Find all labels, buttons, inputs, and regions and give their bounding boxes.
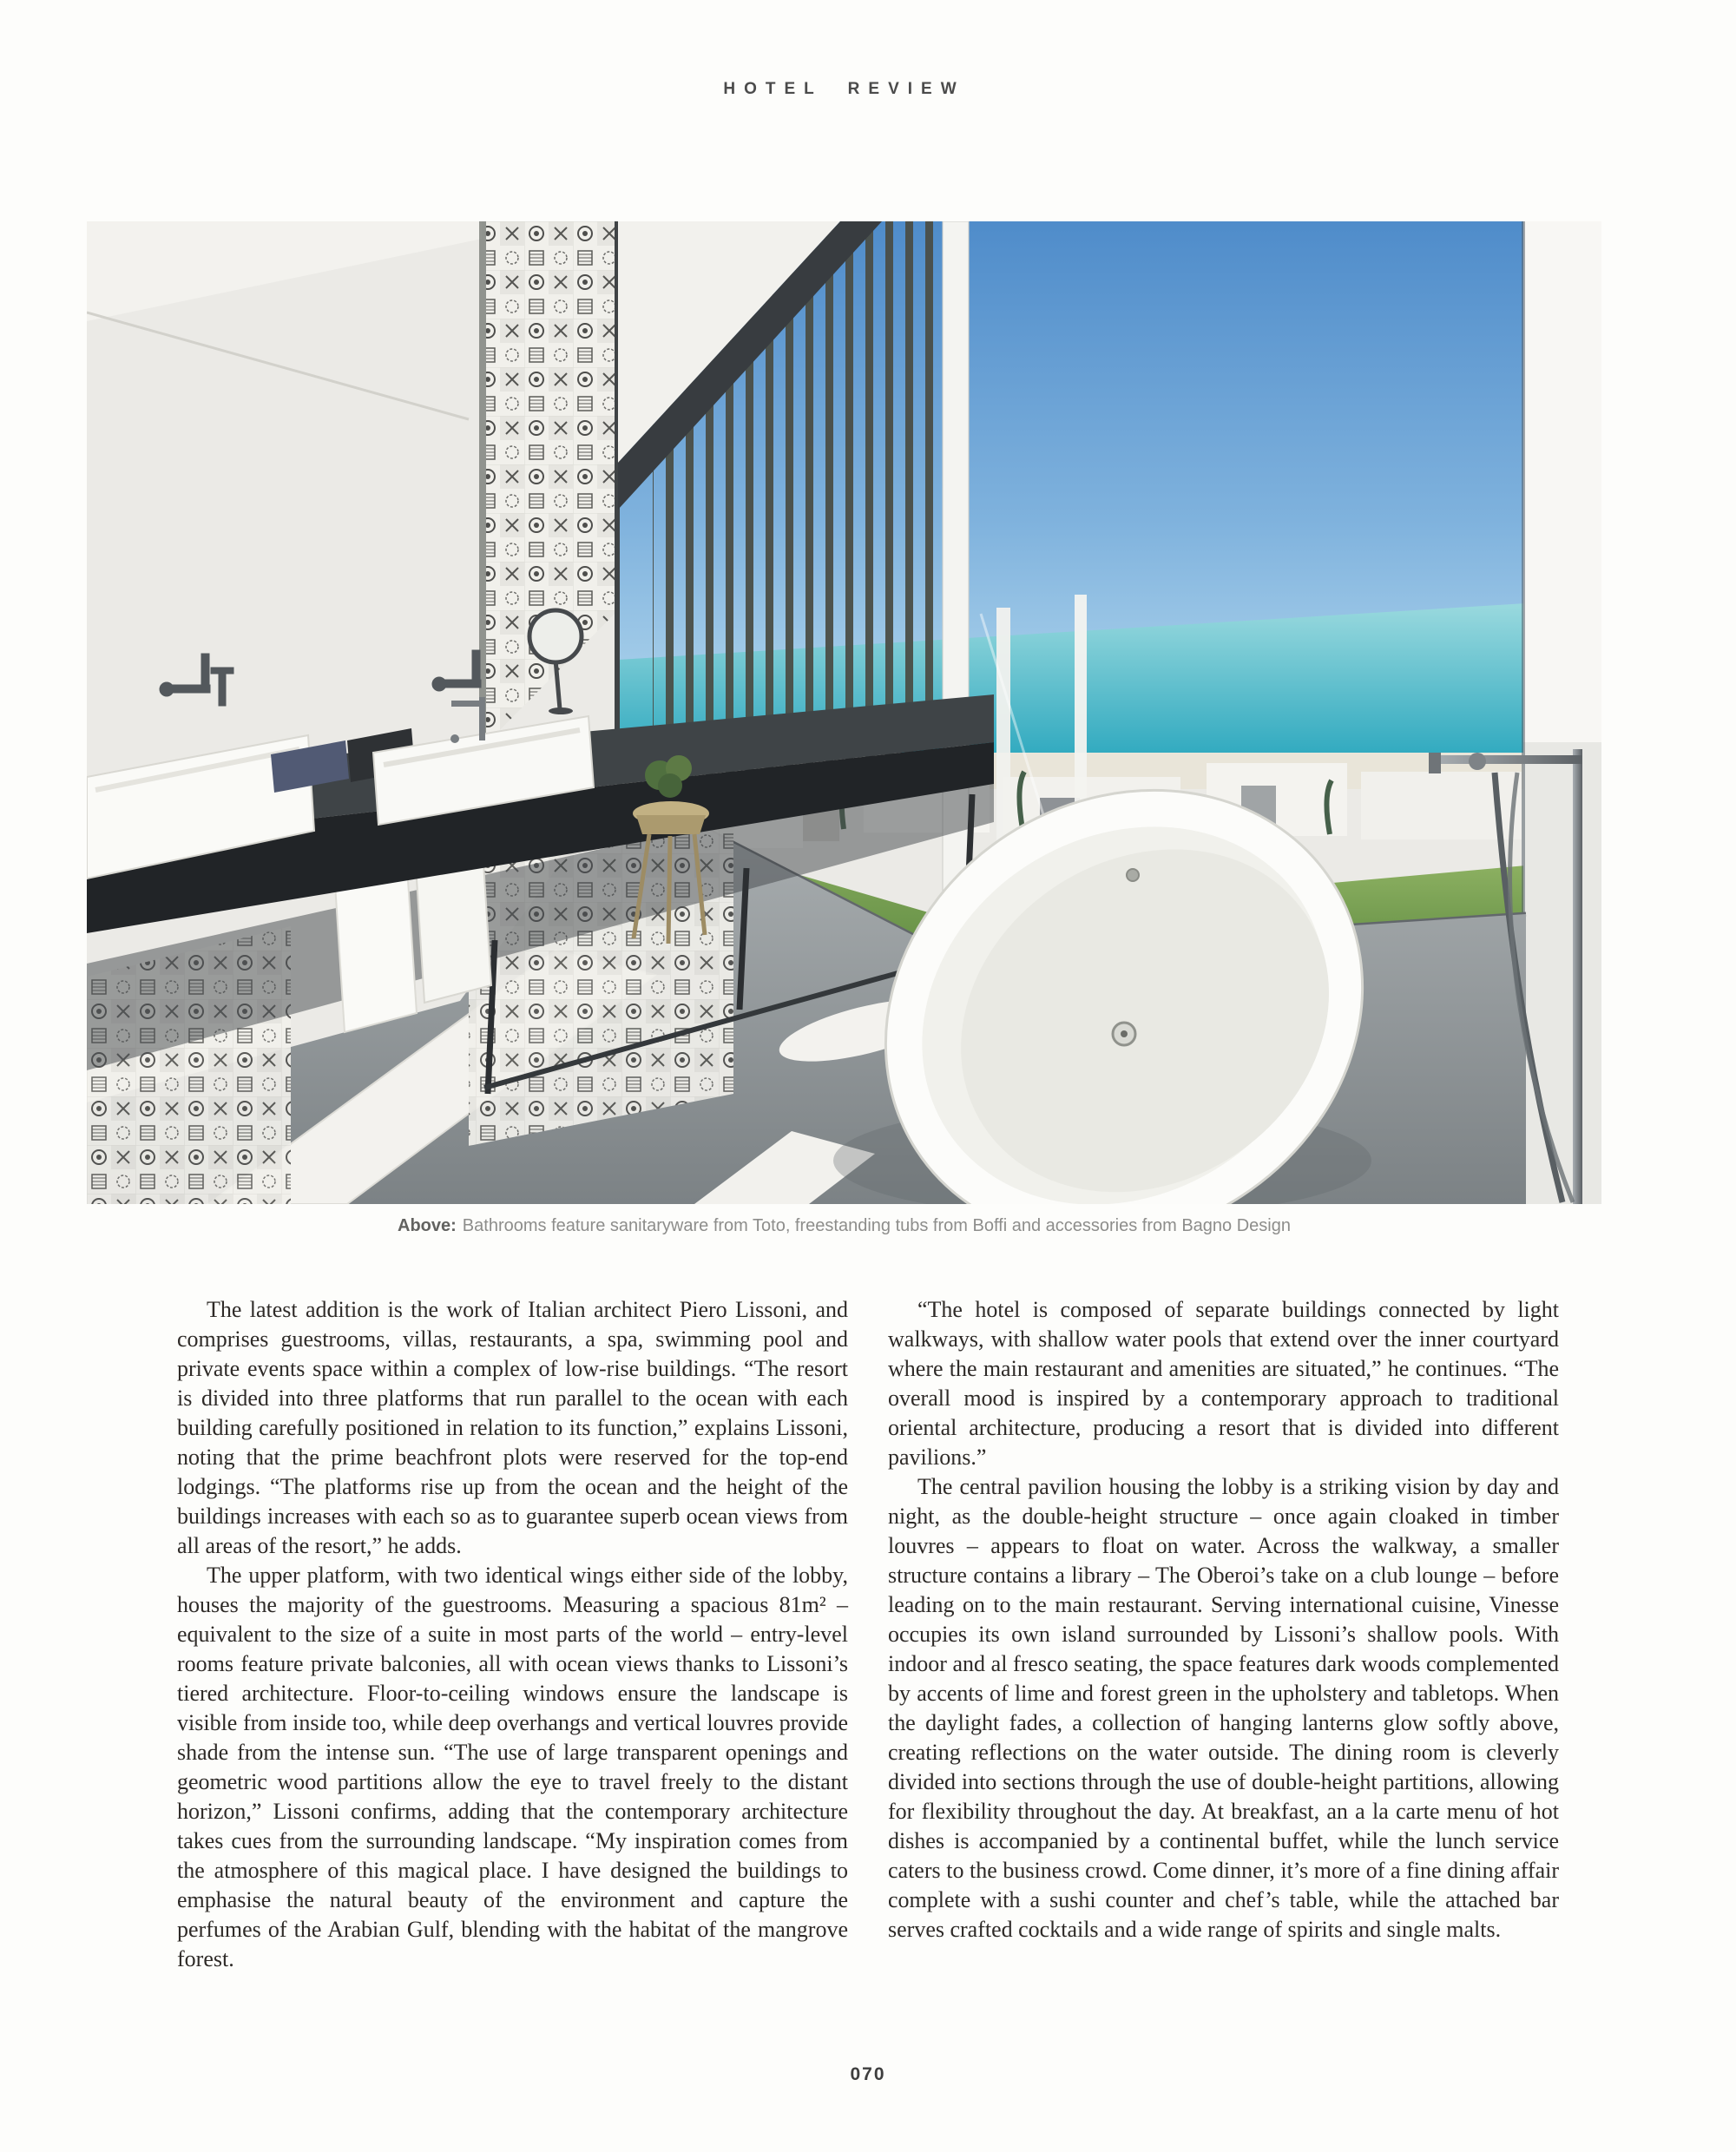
bathroom-illustration [87,221,1601,1204]
paragraph: The central pavilion housing the lobby is a striking vision by day and night, as the double-height structure – once again cloaked in timber louvres – appears to float on water. Across the walkway, a smaller structure contains a library – The Oberoi’s take on a club lounge – before leading on to the main restaurant. Serving international cuisine, Vinesse occupies its own island surrounded by Lissoni’s shallow pools. With indoor and al fresco seating, the space features dark woods complemented by accents of lime and forest green in the upholstery and tabletops. When the daylight fades, a collection of hanging lanterns glow softly above, creating reflections on the water outside. The dining room is cleverly divided into sections through the use of double-height partitions, allowing for flexibility throughout the day. At breakfast, an a la carte menu of hot dishes is accompanied by a continental buffet, while the lunch service caters to the business crowd. Come dinner, it’s more of a fine dining affair complete with a sushi counter and chef’s table, while the attached bar serves crafted cocktails and a wide range of spirits and single malts. [888,1474,1559,1942]
paragraph: The latest addition is the work of Italian architect Piero Lissoni, and comprises guestrooms, villas, restaurants, a spa, swimming pool and private events space within a complex of low-rise buildings. “The resort is divided into three platforms that run parallel to the ocean with each building carefully positioned in relation to its function,” explains Lissoni, noting that the prime beachfront plots were reserved for the top-end lodgings. “The platforms rise up from the ocean and the height of the buildings increases with each so as to guarantee superb ocean views from all areas of the resort,” he adds. [177,1297,848,1558]
paragraph: The upper platform, with two identical wings either side of the lobby, houses the majority of the guestrooms. Measuring a spacious 81m² – equivalent to the size of a suite in most parts of the world – entry-level rooms feature private balconies, all with ocean views thanks to Lissoni’s tiered architecture. Floor-to-ceiling windows ensure the landscape is visible from inside too, while deep overhangs and vertical louvres provide shade from the intense sun. “The use of large transparent openings and geometric wood partitions allow the eye to travel freely to the distant horizon,” Lissoni confirms, adding that the contemporary architecture takes cues from the surrounding landscape. “My inspiration comes from the atmosphere of this magical place. I have designed the buildings to emphasise the natural beauty of the environment and capture the perfumes of the Arabian Gulf, blending with the habitat of the mangrove forest. [177,1563,848,1971]
caption-label: Above: [398,1216,457,1235]
window-mullion [943,221,969,958]
paragraph: “The hotel is composed of separate buildings connected by light walkways, with shallow water pools that extend over the inner courtyard where the main restaurant and amenities are situated,” he continues. “The overall mood is inspired by a contemporary approach to traditional oriental architecture, producing a resort that is divided into different pavilions.” [888,1297,1559,1470]
article-column-right [888,1295,1559,1974]
photo-caption [87,1216,1601,1236]
page-number: 070 [850,2064,886,2084]
bathroom-photo [87,221,1601,1204]
right-wall-lower [1523,742,1601,1204]
article-column-left [177,1295,848,1974]
bathtub-overflow [1127,869,1139,881]
section-header: HOTEL REVIEW [723,80,965,98]
caption-text: Bathrooms feature sanitaryware from Toto, freestanding tubs from Boffi and accessories from Bagno Design [462,1216,1291,1235]
article-body [177,1295,1559,1974]
